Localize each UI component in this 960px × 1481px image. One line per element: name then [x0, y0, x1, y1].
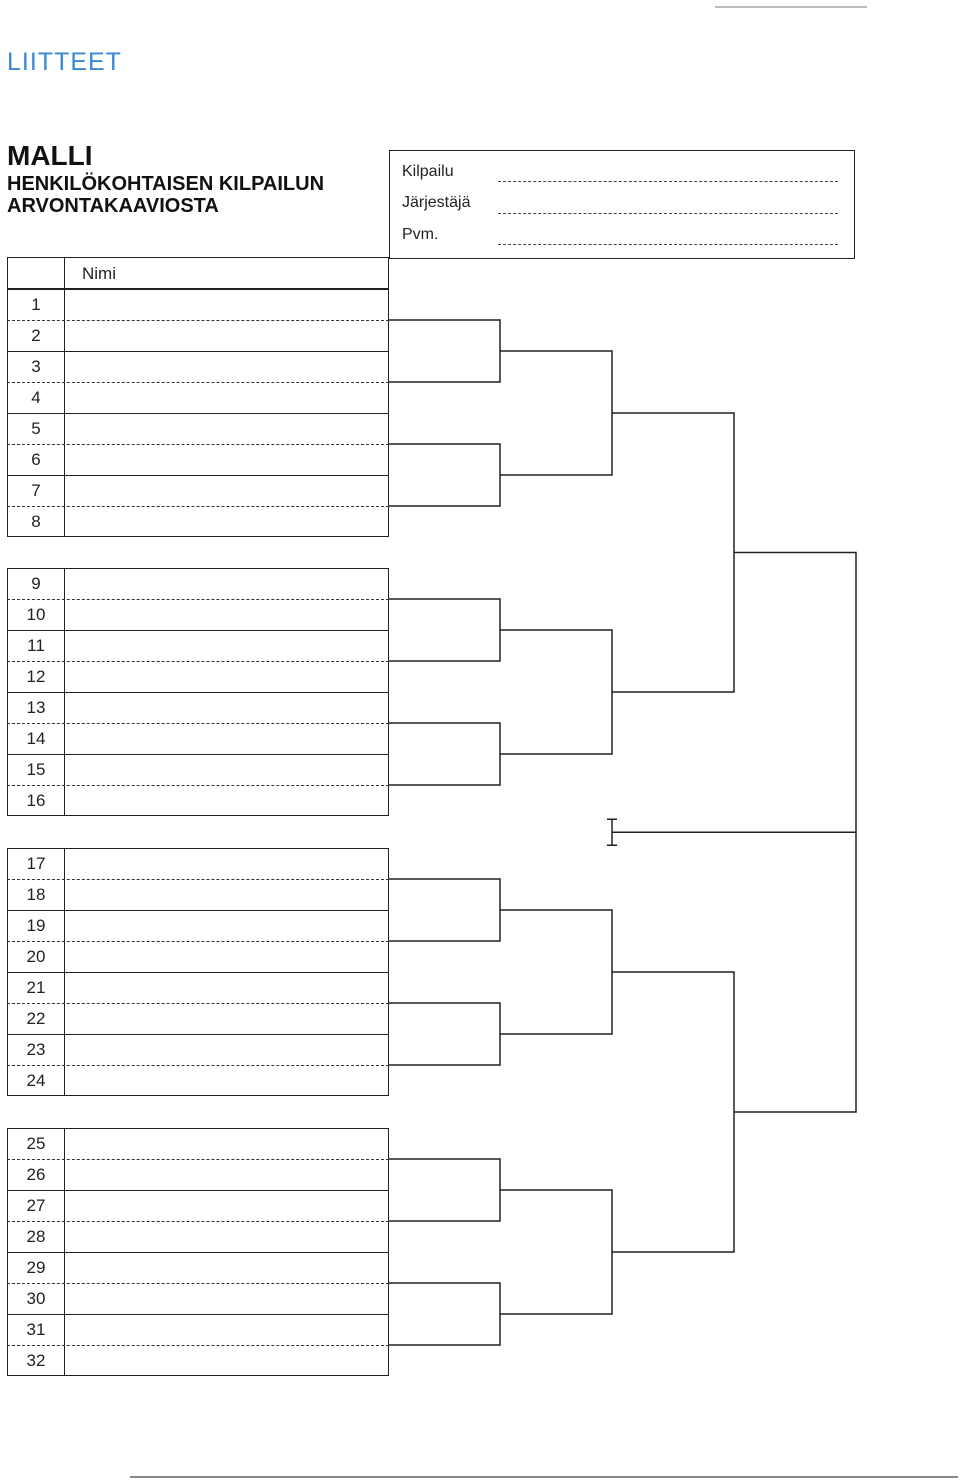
- bracket-round3: [612, 972, 734, 1252]
- seed-number: 14: [26, 729, 46, 748]
- seed-number: 25: [26, 1134, 46, 1153]
- seed-number: 11: [27, 636, 45, 655]
- bracket-round1: [389, 320, 500, 382]
- section-title: LIITTEET: [7, 48, 122, 76]
- bracket-round2: [500, 630, 612, 754]
- seed-number: 31: [26, 1320, 46, 1339]
- document-title: MALLI: [7, 140, 93, 171]
- date-label: Pvm.: [402, 226, 439, 243]
- seed-number: 9: [31, 574, 41, 593]
- seed-number: 13: [26, 698, 46, 717]
- bracket-round1: [389, 1283, 500, 1345]
- seed-number: 23: [26, 1040, 46, 1059]
- bracket-round2: [500, 1190, 612, 1314]
- seed-number: 28: [26, 1227, 46, 1246]
- competition-label: Kilpailu: [402, 163, 454, 180]
- seed-number: 20: [26, 947, 46, 966]
- seed-number: 6: [31, 450, 41, 469]
- seed-number: 29: [26, 1258, 46, 1277]
- seed-number: 7: [31, 481, 41, 500]
- seed-number: 4: [31, 388, 41, 407]
- document-subtitle-line1: HENKILÖKOHTAISEN KILPAILUN: [7, 173, 325, 195]
- seed-number: 2: [31, 326, 41, 345]
- seed-number: 19: [26, 916, 46, 935]
- bracket-round1: [389, 1159, 500, 1221]
- seed-number: 12: [26, 667, 46, 686]
- organizer-label: Järjestäjä: [402, 194, 471, 211]
- seed-number: 3: [31, 357, 41, 376]
- bracket-round1: [389, 723, 500, 785]
- seed-number: 18: [26, 885, 46, 904]
- bracket-round1: [389, 444, 500, 506]
- document-subtitle-line2: ARVONTAKAAVIOSTA: [7, 195, 219, 217]
- seed-number: 26: [26, 1165, 46, 1184]
- seed-number: 8: [31, 512, 41, 531]
- seed-number: 10: [26, 605, 46, 624]
- seed-number: 22: [26, 1009, 46, 1028]
- seed-number: 21: [26, 978, 46, 997]
- seed-number: 1: [31, 295, 41, 314]
- bracket-round1: [389, 599, 500, 661]
- bracket-round1: [389, 1003, 500, 1065]
- seed-number: 30: [26, 1289, 46, 1308]
- seed-number: 27: [26, 1196, 46, 1215]
- seed-number: 5: [31, 419, 41, 438]
- seed-number: 16: [26, 791, 46, 810]
- name-column-header: Nimi: [82, 264, 116, 283]
- bracket-round1: [389, 879, 500, 941]
- bracket-round2: [500, 910, 612, 1034]
- bottom-rule: [130, 1476, 958, 1478]
- seed-number: 15: [26, 760, 46, 779]
- seed-number: 17: [26, 854, 46, 873]
- seed-number: 24: [26, 1071, 46, 1090]
- bracket-round2: [500, 351, 612, 475]
- seed-number: 32: [26, 1351, 46, 1370]
- bracket-round3: [612, 413, 734, 692]
